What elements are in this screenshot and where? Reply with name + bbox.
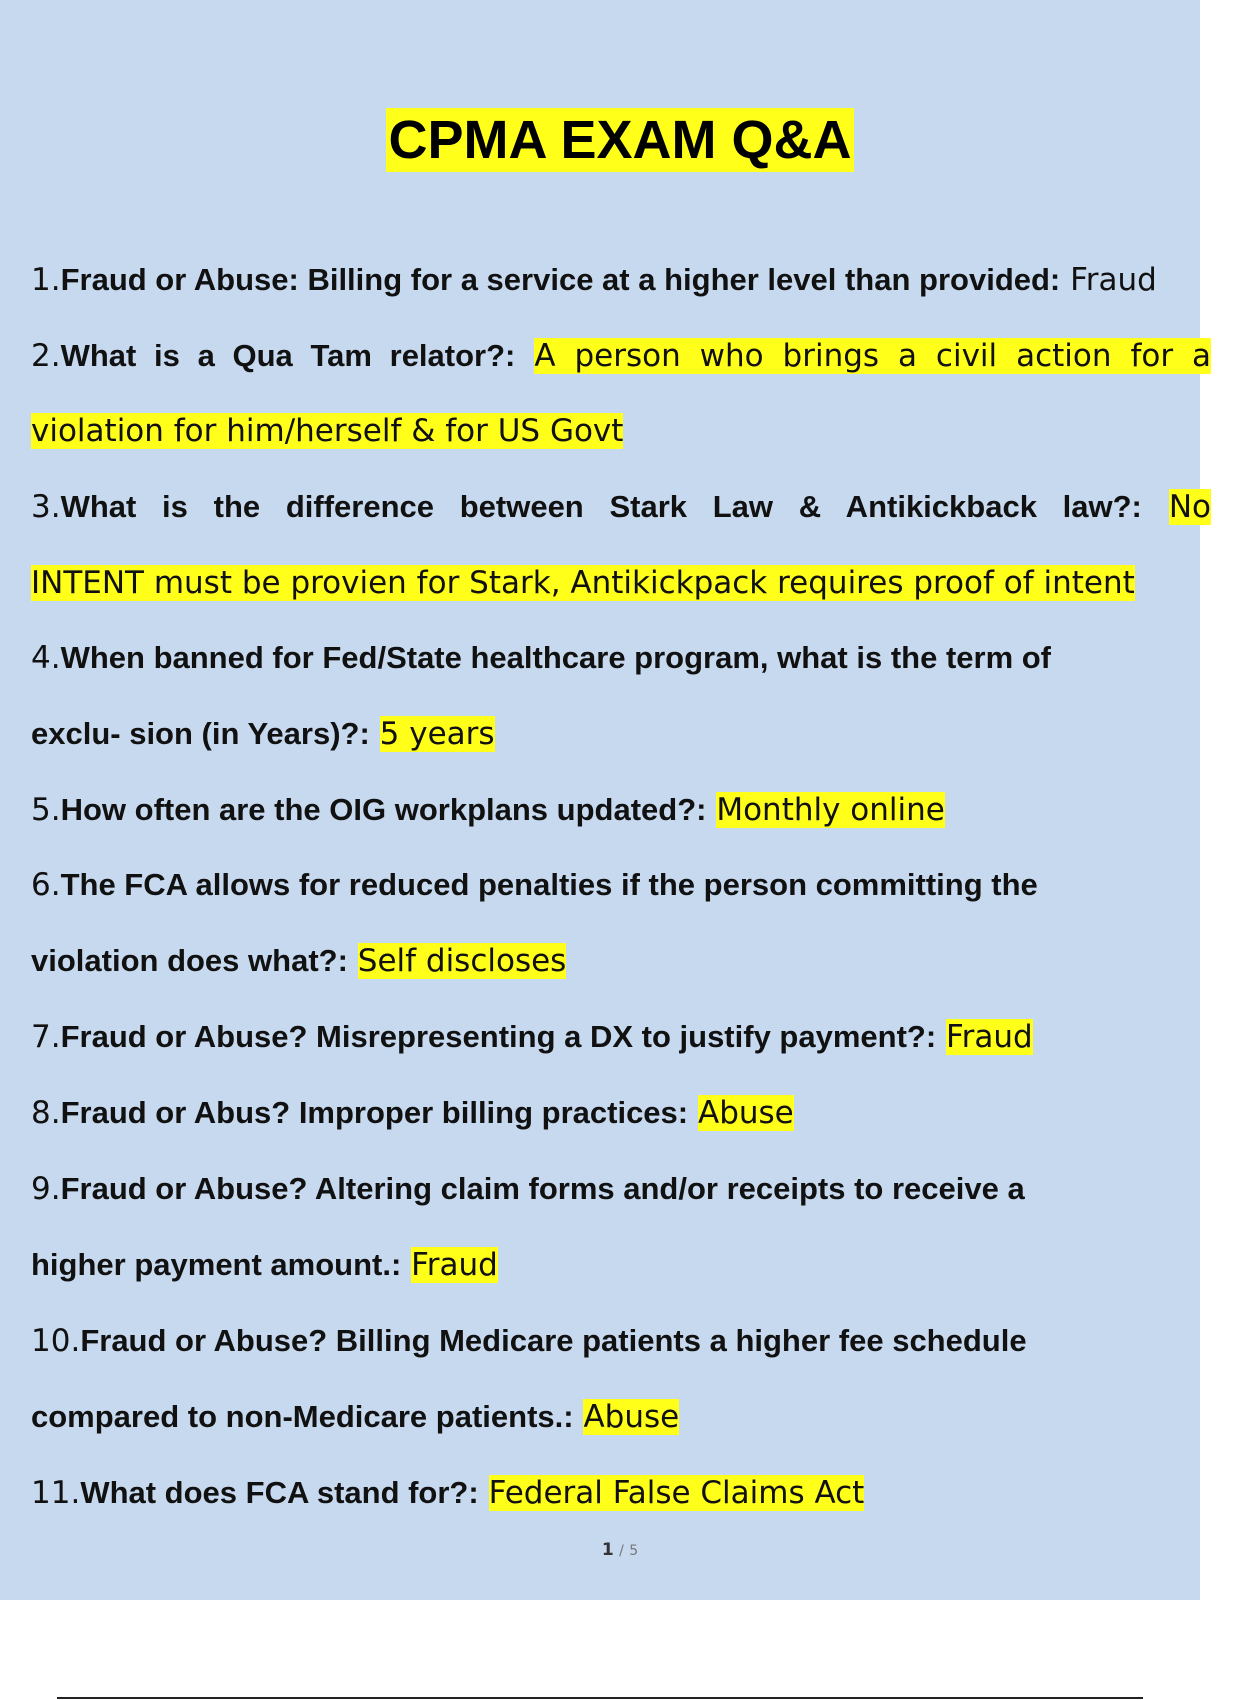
qa-item-7 [31,999,1211,1075]
qa-item-3 [31,469,1211,545]
item-number: 6. [31,867,61,903]
question-text-continued: exclu- sion (in Years)?: [31,716,370,751]
answer-text: Self discloses [357,943,567,979]
total-page-count: 5 [629,1543,639,1559]
current-page-number: 1 [601,1540,614,1560]
qa-item-2-continuation [31,393,1211,469]
qa-item-5 [31,772,1211,848]
question-text-continued: violation does what?: [31,943,348,978]
footer-divider [57,1697,1143,1699]
qa-item-3-continuation [31,545,1211,621]
qa-item-10 [31,1303,1211,1379]
answer-text: 5 years [379,716,495,752]
question-text: Fraud or Abus? Improper billing practices: [60,1095,689,1130]
qa-item-6 [31,847,1211,923]
item-number: 2. [31,338,61,374]
question-text: The FCA allows for reduced penalties if the person committing the [60,867,1038,902]
page-indicator [0,1540,1240,1560]
qa-item-10-continuation [31,1379,1211,1455]
page-separator: / [619,1543,624,1559]
question-text: Fraud or Abuse? Altering claim forms and/or receipts to receive a [60,1171,1025,1206]
question-text: When banned for Fed/State healthcare program, what is the term of [60,640,1052,675]
item-number: 5. [31,792,61,828]
item-number: 3. [31,489,61,525]
qa-item-9-continuation [31,1227,1211,1303]
answer-text: Fraud [1070,262,1157,298]
qa-item-11 [31,1455,1211,1531]
question-text: What is a Qua Tam relator?: [60,338,516,373]
question-text: Fraud or Abuse: Billing for a service at a higher level than provided: [60,262,1061,297]
qa-item-6-continuation [31,923,1211,999]
answer-text-continued: INTENT must be provien for Stark, Antikickpack requires proof of intent [31,565,1135,601]
question-text: How often are the OIG workplans updated?: [60,792,707,827]
item-number: 1. [31,262,61,298]
answer-text: Fraud [411,1247,498,1283]
item-number: 7. [31,1019,61,1055]
answer-text: Monthly online [716,792,945,828]
item-number: 9. [31,1171,61,1207]
qa-item-4 [31,620,1211,696]
question-text-continued: higher payment amount.: [31,1247,402,1282]
answer-text-continued: violation for him/herself & for US Govt [31,413,624,449]
qa-item-2 [31,318,1211,394]
qa-item-9 [31,1151,1211,1227]
item-number: 10. [31,1323,81,1359]
question-text: What does FCA stand for?: [80,1475,479,1510]
qa-item-1 [31,242,1211,318]
question-text: Fraud or Abuse? Misrepresenting a DX to justify payment?: [60,1019,937,1054]
document-title: CPMA EXAM Q&A [388,110,852,170]
answer-text: Abuse [697,1095,794,1131]
answer-text: A person who brings a civil action for a [534,338,1212,374]
question-text: What is the difference between Stark Law & Antikickback law?: [60,489,1142,524]
item-number: 8. [31,1095,61,1131]
answer-text: Federal False Claims Act [488,1475,865,1511]
question-text: Fraud or Abuse? Billing Medicare patients a higher fee schedule [80,1323,1027,1358]
answer-text: No [1168,489,1211,525]
item-number: 11. [31,1475,81,1511]
qa-item-4-continuation [31,696,1211,772]
question-text-continued: compared to non-Medicare patients.: [31,1399,574,1434]
title-container [0,108,1240,172]
answer-text: Abuse [583,1399,680,1435]
qa-item-8 [31,1075,1211,1151]
item-number: 4. [31,640,61,676]
answer-text: Fraud [946,1019,1033,1055]
